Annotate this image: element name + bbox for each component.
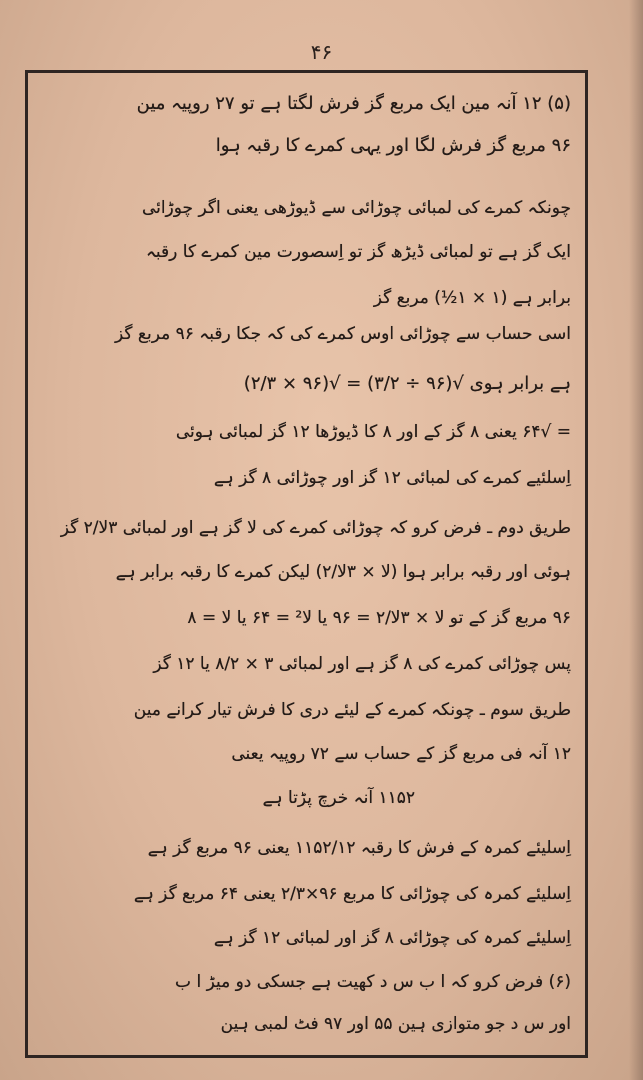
page-number: ۴۶ bbox=[310, 40, 333, 64]
text-line-19: اِسلیئے کمرہ کی چوڑائی ۸ گز اور لمبائی ۱۲ گز ہے bbox=[213, 928, 571, 948]
text-line-16: ۱۱۵۲ آنہ خرچ پڑتا ہے bbox=[262, 788, 415, 808]
text-line-14: طریق سوم ـ چونکہ کمرے کے لیئے دری کا فرش تیار کرانے مین bbox=[133, 700, 571, 720]
text-line-12: ۹۶ مربع گز کے تو لا × ۳لا/۲ = ۹۶ یا لا² = ۶۴ یا لا = ۸ bbox=[187, 608, 571, 628]
text-line-15: ۱۲ آنہ فی مربع گز کے حساب سے ۷۲ روپیہ یعنی bbox=[231, 744, 571, 764]
text-line-1: (۵) ۱۲ آنہ مین ایک مربع گز فرش لگتا ہے تو ۲۷ روپیہ مین bbox=[136, 93, 571, 114]
text-line-18: اِسلیئے کمرہ کی چوڑائی کا مربع ۹۶×۲/۳ یعنی ۶۴ مربع گز ہے bbox=[133, 884, 571, 904]
text-line-13: پس چوڑائی کمرے کی ۸ گز ہے اور لمبائی ۳ × ۸/۲ یا ۱۲ گز bbox=[153, 654, 571, 674]
text-line-20: (۶) فرض کرو کہ ا ب س د کھیت ہے جسکی دو میڑ ا ب bbox=[175, 972, 571, 992]
text-line-5: برابر ہے (۱ × ۱½) مربع گز bbox=[373, 288, 571, 308]
text-line-2: ۹۶ مربع گز فرش لگا اور یہی کمرے کا رقبہ ہوا bbox=[215, 135, 571, 156]
text-line-7: ہے برابر ہوی √(۹۶ ÷ ۳/۲) = √(۹۶ × ۲/۳) bbox=[243, 373, 571, 394]
text-line-21: اور س د جو متوازی ہین ۵۵ اور ۹۷ فٹ لمبی ہین bbox=[220, 1014, 571, 1034]
text-line-17: اِسلیئے کمرہ کے فرش کا رقبہ ۱۱۵۲/۱۲ یعنی ۹۶ مربع گز ہے bbox=[147, 838, 571, 858]
text-line-3: چونکہ کمرے کی لمبائی چوڑائی سے ڈیوڑھی یعنی اگر چوڑائی bbox=[141, 198, 571, 218]
text-line-8: = √۶۴ یعنی ۸ گز کے اور ۸ کا ڈیوڑھا ۱۲ گز لمبائی ہوئی bbox=[175, 422, 571, 442]
text-line-9: اِسلئیے کمرے کی لمبائی ۱۲ گز اور چوڑائی ۸ گز ہے bbox=[213, 468, 571, 488]
page-edge-shadow bbox=[629, 0, 643, 1080]
text-line-10: طریق دوم ـ فرض کرو کہ چوڑائی کمرے کی لا گز ہے اور لمبائی ۳لا/۲ گز bbox=[60, 518, 571, 538]
text-line-6: اسی حساب سے چوڑائی اوس کمرے کی کہ جکا رقبہ ۹۶ مربع گز bbox=[115, 324, 571, 344]
text-line-11: ہوئی اور رقبہ برابر ہوا (لا × ۳لا/۲) لیکن کمرے کا رقبہ برابر ہے bbox=[115, 562, 571, 582]
text-line-4: ایک گز ہے تو لمبائی ڈیڑھ گز تو اِسصورت مین کمرے کا رقبہ bbox=[145, 242, 571, 262]
